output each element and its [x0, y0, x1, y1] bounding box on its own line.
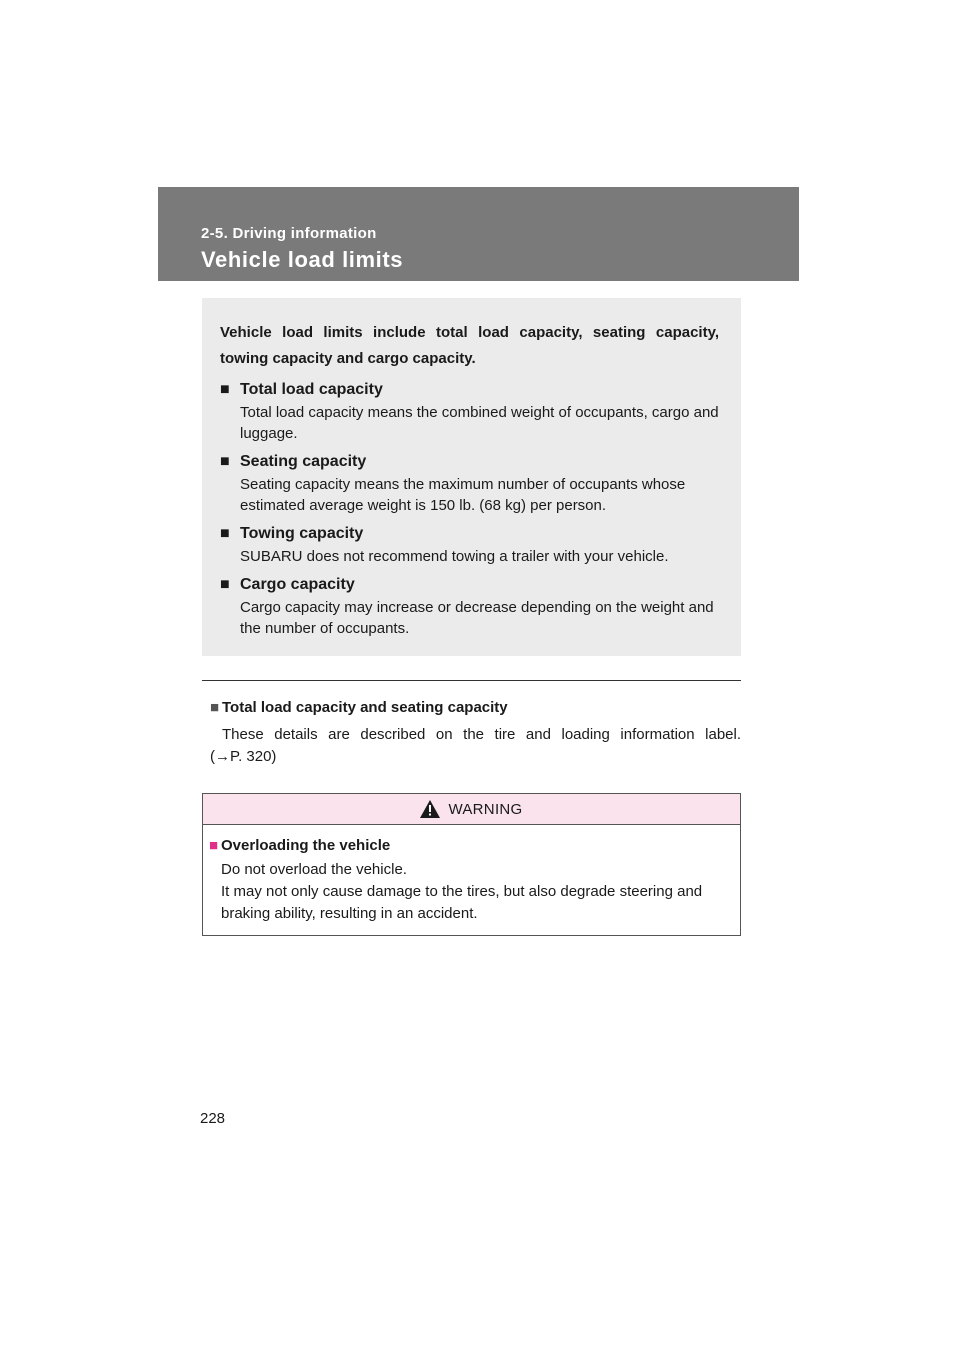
topic-total-load [220, 378, 719, 444]
topic-cargo [220, 573, 719, 639]
topic-body: Cargo capacity may increase or decrease depending on the weight and the number of occupants. [240, 599, 714, 637]
note-heading: Total load capacity and seating capacity [222, 699, 508, 716]
topic-body: SUBARU does not recommend towing a trailer with your vehicle. [240, 548, 669, 565]
topic-body: Seating capacity means the maximum number of occupants whose estimated average weight is 150 lb. (68 kg) per person. [240, 476, 686, 514]
warning-header [203, 794, 740, 825]
page-title: Vehicle load limits [201, 247, 404, 272]
page-reference: (→P. 320) [210, 748, 277, 765]
section-divider [202, 680, 741, 681]
warning-title: WARNING [448, 800, 523, 818]
page-number: 228 [200, 1110, 226, 1127]
topic-body: Total load capacity means the combined weight of occupants, cargo and luggage. [240, 404, 719, 442]
square-bullet-icon: ■ [210, 699, 220, 716]
topic-seating [220, 450, 719, 516]
chapter-header [158, 187, 799, 281]
square-bullet-icon: ■ [220, 525, 230, 542]
warning-line: Do not overload the vehicle. [221, 861, 407, 878]
square-bullet-icon: ■ [209, 837, 219, 854]
warning-box [202, 793, 741, 936]
section-label: 2-5. Driving information [201, 225, 377, 242]
warning-line: It may not only cause damage to the tires, but also degrade steering and braking ability, resulting in an accident. [221, 883, 703, 922]
note-body: These details are described on the tire and loading information label. [222, 726, 741, 743]
square-bullet-icon: ■ [220, 381, 230, 398]
topic-heading: Towing capacity [240, 525, 364, 542]
warning-content [203, 825, 740, 925]
warning-heading: Overloading the vehicle [221, 837, 391, 854]
topic-towing [220, 522, 719, 567]
intro-text: Vehicle load limits include total load capacity, seating capacity, towing capacity and cargo capacity. [220, 324, 719, 367]
square-bullet-icon: ■ [220, 576, 230, 593]
topic-heading: Cargo capacity [240, 576, 355, 593]
info-note [210, 697, 741, 768]
warning-triangle-icon [420, 800, 440, 818]
topic-heading: Total load capacity [240, 381, 383, 398]
intro-box [202, 298, 741, 656]
square-bullet-icon: ■ [220, 453, 230, 470]
topic-heading: Seating capacity [240, 453, 367, 470]
